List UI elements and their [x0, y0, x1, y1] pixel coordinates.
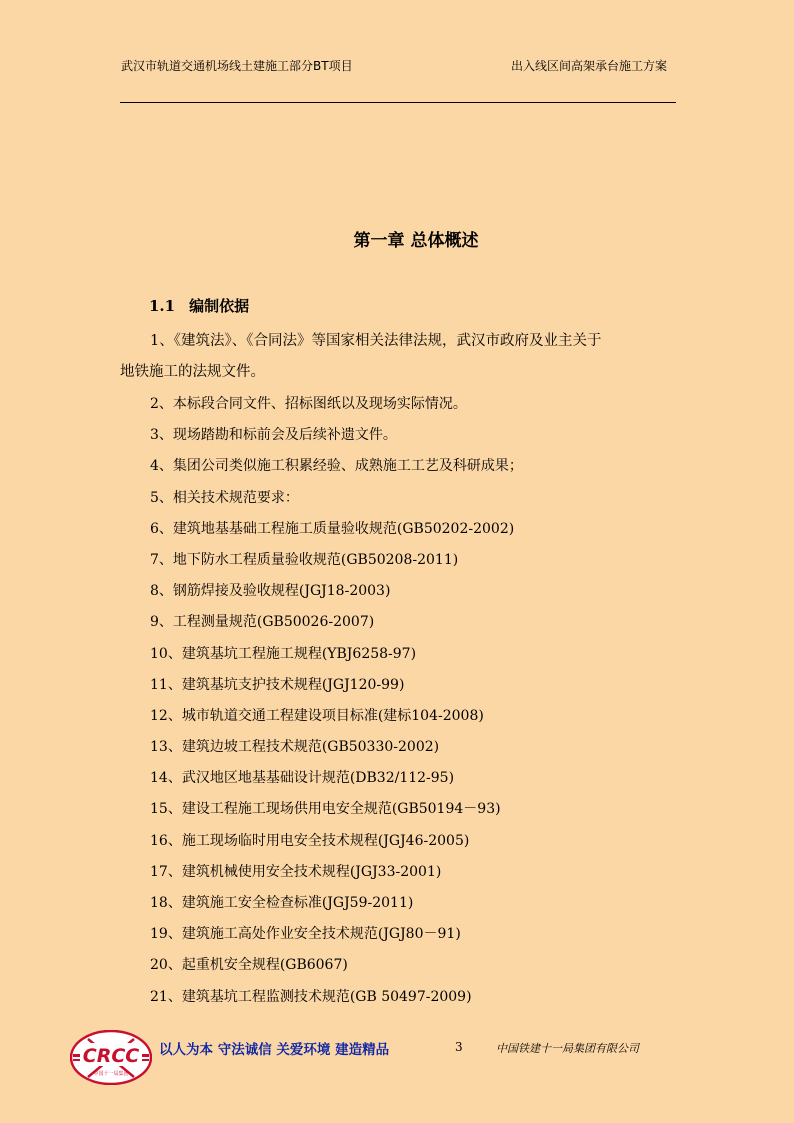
section-heading — [149, 295, 249, 317]
list-item: 8、钢筋焊接及验收规程(JGJ18-2003) — [150, 583, 391, 600]
list-item: 11、建筑基坑支护技术规程(JGJ120-99) — [150, 676, 405, 693]
header-divider — [120, 102, 676, 103]
header-document-title: 出入线区间高架承台施工方案 — [511, 59, 668, 73]
list-item: 19、建筑施工高处作业安全技术规范(JGJ80－91) — [150, 926, 461, 943]
crcc-logo-graphic — [70, 1030, 152, 1085]
list-item: 12、城市轨道交通工程建设项目标准(建标104-2008) — [150, 707, 484, 724]
list-item: 17、建筑机械使用安全技术规程(JGJ33-2001) — [150, 863, 442, 880]
list-item: 18、建筑施工安全检查标准(JGJ59-2011) — [150, 895, 414, 911]
list-item: 9、工程测量规范(GB50026-2007) — [150, 614, 375, 631]
list-item: 6、建筑地基基础工程施工质量验收规范(GB50202-2002) — [150, 520, 515, 537]
crcc-logo-subtext: 中国十一局集团 — [93, 1071, 129, 1077]
header-project-title: 武汉市轨道交通机场线土建施工部分BT项目 — [121, 59, 353, 73]
footer-company: 中国铁建十一局集团有限公司 — [496, 1042, 639, 1055]
page-number: 3 — [455, 1040, 463, 1054]
list-item: 16、施工现场临时用电安全技术规程(JGJ46-2005) — [150, 832, 470, 849]
intro-line-2: 地铁施工的法规文件。 — [120, 364, 265, 381]
list-item: 7、地下防水工程质量验收规范(GB50208-2011) — [150, 551, 459, 568]
intro-paragraph — [120, 326, 680, 388]
list-item: 20、起重机安全规程(GB6067) — [150, 957, 348, 974]
list-item: 5、相关技术规范要求： — [150, 489, 299, 506]
list-item: 14、武汉地区地基基础设计规范(DB32/112-95) — [150, 770, 455, 787]
section-number: 1.1 — [149, 297, 176, 315]
crcc-logo-text: CRCC — [82, 1045, 140, 1067]
list-item: 10、建筑基坑工程施工规程(YBJ6258-97) — [150, 645, 417, 662]
footer-slogan: 以人为本 守法诚信 关爱环境 建造精品 — [159, 1042, 390, 1058]
section-title: 编制依据 — [189, 297, 250, 315]
list-item: 4、集团公司类似施工积累经验、成熟施工工艺及科研成果； — [150, 458, 523, 475]
crcc-logo — [70, 1030, 152, 1085]
reference-list — [150, 389, 523, 1013]
intro-line-1: 1、《建筑法》、《合同法》等国家相关法律法规，武汉市政府及业主关于 — [150, 333, 602, 349]
chapter-title: 第一章 总体概述 — [353, 231, 479, 251]
list-item: 21、建筑基坑工程监测技术规范(GB 50497-2009) — [150, 988, 472, 1005]
list-item: 2、本标段合同文件、招标图纸以及现场实际情况。 — [150, 396, 467, 412]
list-item: 3、现场踏勘和标前会及后续补遗文件。 — [150, 427, 397, 444]
list-item: 15、建设工程施工现场供用电安全规范(GB50194－93) — [150, 801, 501, 818]
list-item: 13、建筑边坡工程技术规范(GB50330-2002) — [150, 739, 440, 756]
